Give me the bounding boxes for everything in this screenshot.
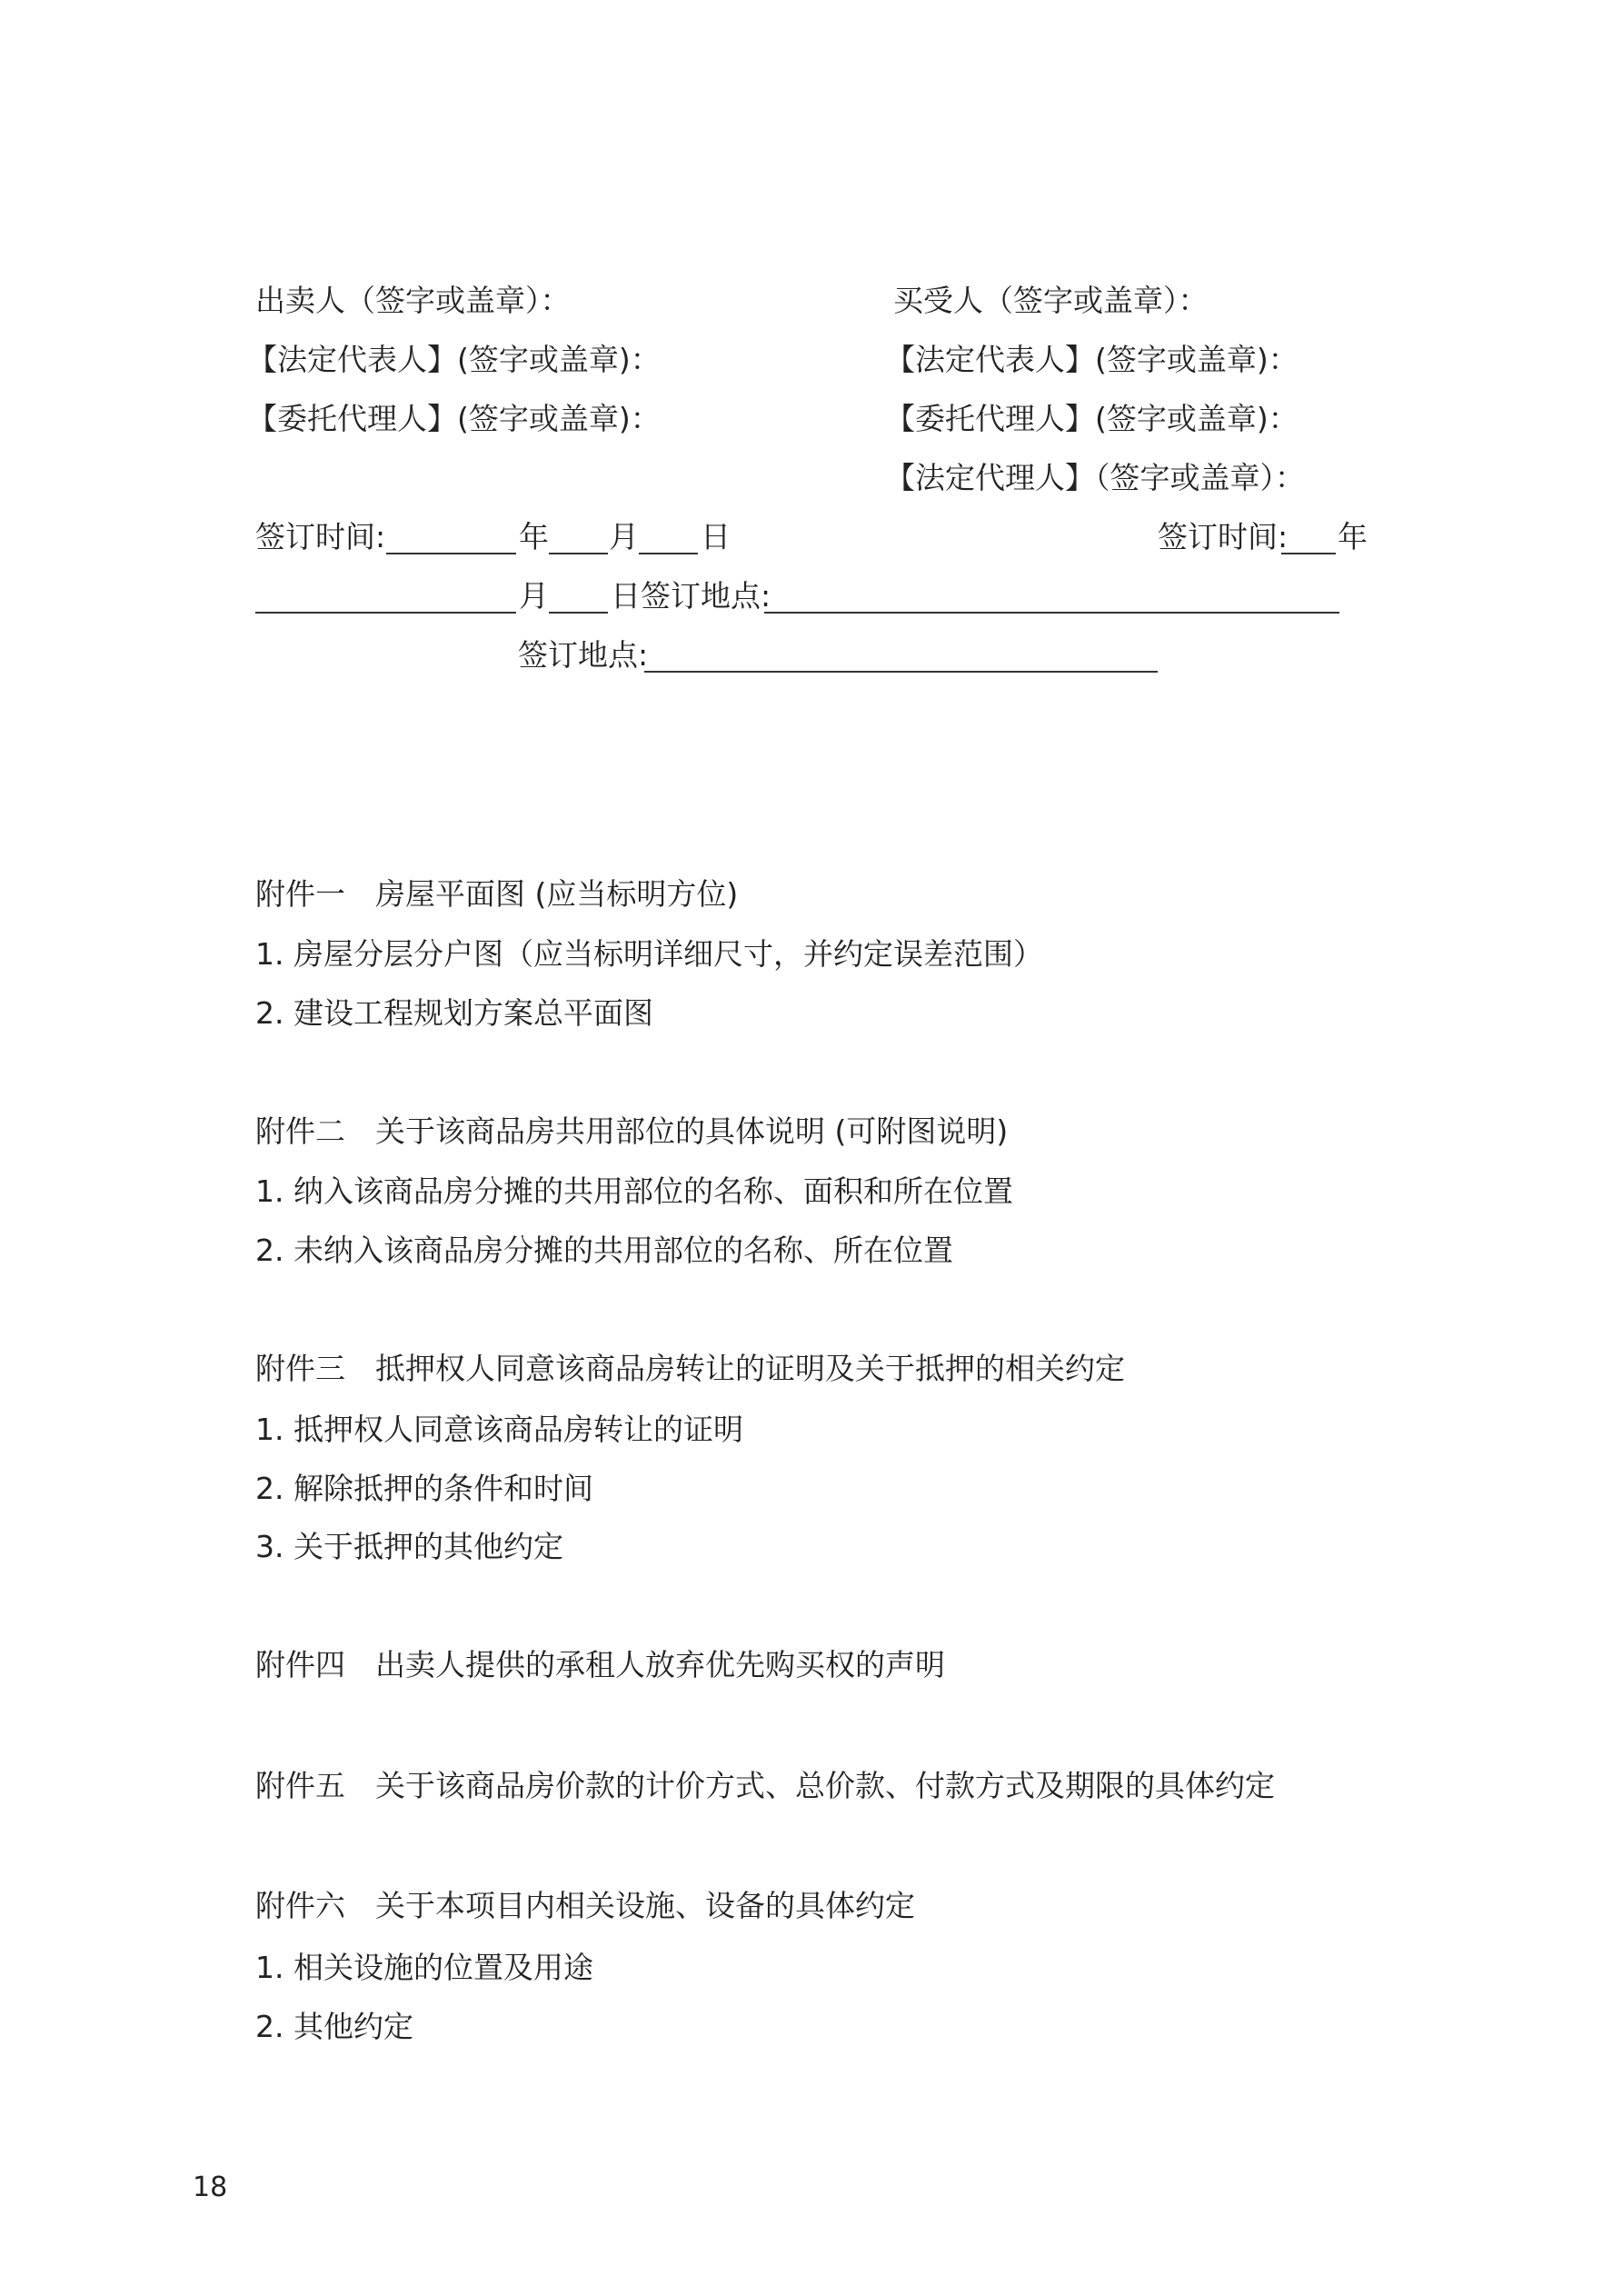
year-blank[interactable] — [386, 553, 516, 554]
buyer-year-continued-blank[interactable] — [255, 612, 516, 614]
page-number: 18 — [193, 2171, 228, 2203]
appendix-3-item: 3. 关于抵押的其他约定 — [255, 1529, 563, 1564]
buyer-statutory-agent-label: 【法定代理人】（签字或盖章）： — [885, 460, 1305, 495]
appendix-3-title: 附件三 抵押权人同意该商品房转让的证明及关于抵押的相关约定 — [255, 1351, 1125, 1386]
buyer-sign-time-label: 签订时间: — [1158, 519, 1289, 554]
buyer-year-label: 年 — [1338, 519, 1368, 554]
seller-legal-rep-label: 【法定代表人】(签字或盖章)： — [247, 342, 661, 377]
appendix-6-item: 2. 其他约定 — [255, 2009, 413, 2044]
buyer-agent-label: 【委托代理人】(签字或盖章)： — [885, 401, 1299, 436]
day-label: 日 — [701, 519, 731, 554]
appendix-5-title: 附件五 关于该商品房价款的计价方式、总价款、付款方式及期限的具体约定 — [255, 1768, 1275, 1803]
buyer-signature-label: 买受人（签字或盖章）： — [893, 283, 1209, 318]
seller-place-blank[interactable] — [764, 612, 1339, 614]
buyer-place-blank[interactable] — [644, 671, 1158, 673]
appendix-2-item: 1. 纳入该商品房分摊的共用部位的名称、面积和所在位置 — [255, 1173, 1013, 1209]
sign-time-label: 签订时间: — [255, 519, 386, 554]
buyer-day-blank[interactable] — [549, 612, 608, 614]
appendix-1-title: 附件一 房屋平面图 (应当标明方位) — [255, 876, 739, 912]
buyer-legal-rep-label: 【法定代表人】(签字或盖章)： — [885, 342, 1299, 377]
buyer-year-blank[interactable] — [1281, 553, 1336, 554]
month-blank[interactable] — [549, 553, 608, 554]
appendix-1-item: 1. 房屋分层分户图（应当标明详细尺寸，并约定误差范围） — [255, 936, 1043, 972]
buyer-month-label: 月 — [519, 578, 549, 614]
sign-place-label: 签订地点: — [518, 637, 649, 673]
seller-agent-label: 【委托代理人】(签字或盖章)： — [247, 401, 661, 436]
appendix-4-title: 附件四 出卖人提供的承租人放弃优先购买权的声明 — [255, 1647, 945, 1682]
appendix-3-item: 1. 抵押权人同意该商品房转让的证明 — [255, 1412, 743, 1447]
appendix-2-item: 2. 未纳入该商品房分摊的共用部位的名称、所在位置 — [255, 1233, 953, 1268]
seller-signature-label: 出卖人（签字或盖章）： — [255, 283, 571, 318]
year-label: 年 — [519, 519, 549, 554]
day-blank[interactable] — [639, 553, 698, 554]
buyer-day-place-label: 日签订地点: — [611, 578, 771, 614]
appendix-6-title: 附件六 关于本项目内相关设施、设备的具体约定 — [255, 1888, 915, 1923]
appendix-3-item: 2. 解除抵押的条件和时间 — [255, 1471, 593, 1506]
appendix-6-item: 1. 相关设施的位置及用途 — [255, 1950, 593, 1985]
month-label: 月 — [609, 519, 639, 554]
appendix-1-item: 2. 建设工程规划方案总平面图 — [255, 995, 653, 1031]
appendix-2-title: 附件二 关于该商品房共用部位的具体说明 (可附图说明) — [255, 1113, 1009, 1149]
